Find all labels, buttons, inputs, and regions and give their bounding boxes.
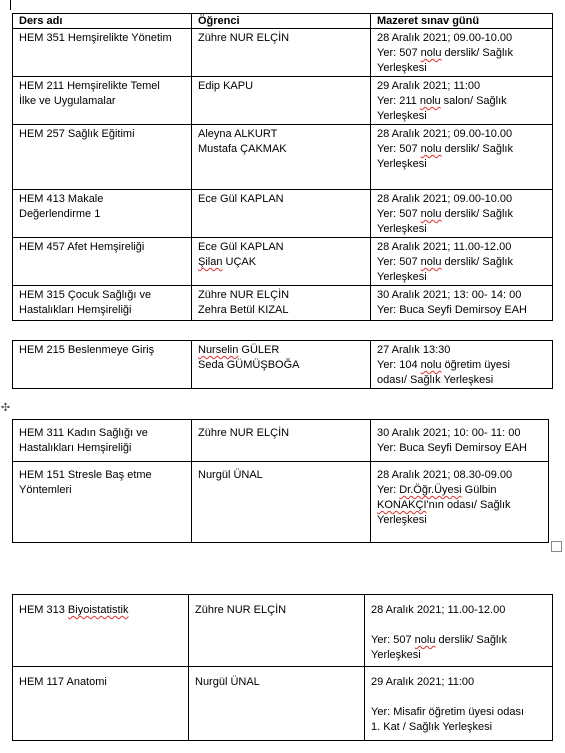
cell-line: Nurgül ÜNAL xyxy=(195,676,260,688)
exam-cell xyxy=(371,125,553,190)
cell-line: Yer: 507 nolu derslik/ Sağlık xyxy=(371,634,507,646)
student-cell xyxy=(192,29,371,77)
cell-line: Yer: Misafir öğretim üyesi odası xyxy=(371,706,525,718)
cell-line: Zühre NUR ELÇİN xyxy=(195,604,287,616)
cell-line: 28 Aralık 2021; 09.00-10.00 xyxy=(377,193,513,205)
student-cell xyxy=(189,667,365,741)
cell-line: Yerleşkesi xyxy=(377,223,427,235)
cell-line: HEM 211 Hemşirelikte Temel xyxy=(19,80,160,92)
cell-line: HEM 117 Anatomi xyxy=(19,676,107,688)
table-row xyxy=(13,667,553,741)
cell-line: 28 Aralık 2021; 11.00-12.00 xyxy=(377,241,512,253)
table-row xyxy=(13,462,549,543)
table-row xyxy=(13,125,553,190)
cell-line: HEM 311 Kadın Sağlığı ve xyxy=(19,427,148,439)
cell-line: Değerlendirme 1 xyxy=(19,208,101,220)
cell-line: Şilan UÇAK xyxy=(198,256,257,268)
cell-line: HEM 315 Çocuk Sağlığı ve xyxy=(19,289,152,301)
exam-cell xyxy=(365,595,553,667)
table-row xyxy=(13,420,549,462)
course-cell xyxy=(13,190,192,238)
cell-line: HEM 215 Beslenmeye Giriş xyxy=(19,344,155,356)
cell-line: 29 Aralık 2021; 11:00 xyxy=(377,80,481,92)
cell-line: Yer: Buca Seyfi Demirsoy EAH xyxy=(377,304,527,316)
table-row xyxy=(13,29,553,77)
cell-line: Yöntemleri xyxy=(19,484,72,496)
student-cell xyxy=(192,462,371,543)
cell-line: HEM 151 Stresle Baş etme xyxy=(19,469,152,481)
cell-line: Mustafa ÇAKMAK xyxy=(198,143,287,155)
student-cell xyxy=(189,595,365,667)
exam-table-2 xyxy=(12,340,553,389)
cell-line: HEM 351 Hemşirelikte Yönetim xyxy=(19,32,172,44)
exam-cell xyxy=(371,420,549,462)
cell-line: Yer: 507 nolu derslik/ Sağlık xyxy=(377,143,513,155)
course-cell xyxy=(13,595,189,667)
header-exam-date: Mazeret sınav günü xyxy=(371,14,553,29)
cell-line: 30 Aralık 2021; 13: 00- 14: 00 xyxy=(377,289,522,301)
table-row xyxy=(13,77,553,125)
exam-cell xyxy=(371,190,553,238)
table-row xyxy=(13,190,553,238)
table-row xyxy=(13,286,553,321)
cell-line: Zühre NUR ELÇİN xyxy=(198,289,290,301)
cell-line: Edip KAPU xyxy=(198,80,254,92)
cell-line: Ece Gül KAPLAN xyxy=(198,241,284,253)
cell-line: Yerleşkesi xyxy=(377,514,427,526)
exam-table-1 xyxy=(12,13,553,321)
cell-line: Zühre NUR ELÇİN xyxy=(198,32,290,44)
cell-line: Yer: 507 nolu derslik/ Sağlık xyxy=(377,47,513,59)
cell-line: KONAKÇI'nın odası/ Sağlık xyxy=(377,499,511,511)
exam-cell xyxy=(371,286,553,321)
cell-line: Nurselin GÜLER xyxy=(198,344,280,356)
exam-cell xyxy=(371,341,553,389)
exam-table-4 xyxy=(12,594,553,741)
cell-line: Yerleşkesi xyxy=(377,271,427,283)
cell-line: odası/ Sağlık Yerleşkesi xyxy=(377,374,494,386)
exam-cell xyxy=(371,238,553,286)
exam-table-3 xyxy=(12,419,549,543)
cell-line: Hastalıkları Hemşireliği xyxy=(19,442,132,454)
cell-line: Yer: 507 nolu derslik/ Sağlık xyxy=(377,208,513,220)
header-course: Ders adı xyxy=(13,14,192,29)
cell-line xyxy=(371,690,546,705)
cell-line: Nurgül ÜNAL xyxy=(198,469,263,481)
cell-line: Yer: 507 nolu derslik/ Sağlık xyxy=(377,256,513,268)
table-row xyxy=(13,238,553,286)
course-cell xyxy=(13,420,192,462)
cell-line: Zühre NUR ELÇİN xyxy=(198,427,290,439)
cell-line: HEM 313 Biyoistatistik xyxy=(19,604,129,616)
course-cell xyxy=(13,286,192,321)
student-cell xyxy=(192,420,371,462)
exam-cell xyxy=(365,667,553,741)
cell-line: Yerleşkesi xyxy=(371,649,421,661)
student-cell xyxy=(192,238,371,286)
cell-line: 1. Kat / Sağlık Yerleşkesi xyxy=(371,721,493,733)
cell-line: Yer: 211 nolu salon/ Sağlık xyxy=(377,95,507,107)
student-cell xyxy=(192,190,371,238)
table-row xyxy=(13,341,553,389)
cell-line: Yerleşkesi xyxy=(377,62,427,74)
course-cell xyxy=(13,341,192,389)
cell-line: HEM 257 Sağlık Eğitimi xyxy=(19,128,135,140)
cell-line: 28 Aralık 2021; 09.00-10.00 xyxy=(377,128,513,140)
cell-line: Yer: Dr.Öğr.Üyesi Gülbin xyxy=(377,484,497,496)
cell-line: 28 Aralık 2021; 09.00-10.00 xyxy=(377,32,513,44)
student-cell xyxy=(192,341,371,389)
course-cell xyxy=(13,77,192,125)
move-cross-icon[interactable]: ✣ xyxy=(0,402,11,414)
exam-cell xyxy=(371,29,553,77)
student-cell xyxy=(192,286,371,321)
cell-line: Hastalıkları Hemşireliği xyxy=(19,304,132,316)
text-cursor xyxy=(10,0,11,10)
cell-line: 27 Aralık 13:30 xyxy=(377,344,451,356)
cell-line: HEM 413 Makale xyxy=(19,193,104,205)
exam-cell xyxy=(371,462,549,543)
cell-line: 29 Aralık 2021; 11:00 xyxy=(371,676,475,688)
header-row xyxy=(13,14,553,29)
exam-cell xyxy=(371,77,553,125)
cell-line xyxy=(371,618,546,633)
cell-line: 28 Aralık 2021; 08.30-09.00 xyxy=(377,469,513,481)
cell-line: Aleyna ALKURT xyxy=(198,128,278,140)
cell-line: Yerleşkesi xyxy=(377,110,427,122)
cell-line: 28 Aralık 2021; 11.00-12.00 xyxy=(371,604,506,616)
cell-line: HEM 457 Afet Hemşireliği xyxy=(19,241,145,253)
cell-line: Yerleşkesi xyxy=(377,158,427,170)
cell-line: Seda GÜMÜŞBOĞA xyxy=(198,359,300,371)
cell-line: Yer: Buca Seyfi Demirsoy EAH xyxy=(377,442,527,454)
cell-line: 30 Aralık 2021; 10: 00- 11: 00 xyxy=(377,427,521,439)
student-cell xyxy=(192,125,371,190)
course-cell xyxy=(13,29,192,77)
course-cell xyxy=(13,238,192,286)
cell-line: İlke ve Uygulamalar xyxy=(19,95,116,107)
header-student: Öğrenci xyxy=(192,14,371,29)
course-cell xyxy=(13,125,192,190)
resize-square-icon[interactable] xyxy=(551,541,562,552)
table-row xyxy=(13,595,553,667)
course-cell xyxy=(13,667,189,741)
course-cell xyxy=(13,462,192,543)
student-cell xyxy=(192,77,371,125)
cell-line: Zehra Betül KIZAL xyxy=(198,304,289,316)
cell-line: Yer: 104 nolu öğretim üyesi xyxy=(377,359,510,371)
cell-line: Ece Gül KAPLAN xyxy=(198,193,284,205)
